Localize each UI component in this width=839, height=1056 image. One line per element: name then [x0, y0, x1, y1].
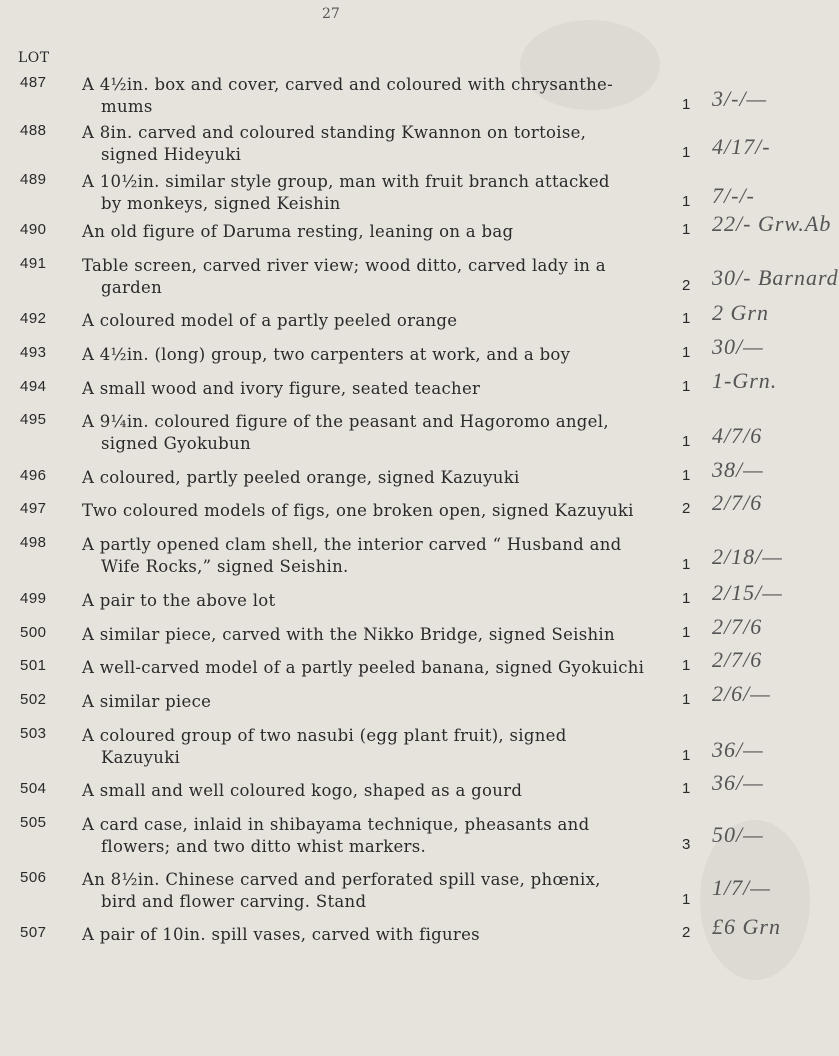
lot-description: A small wood and ivory figure, seated teacher — [82, 379, 481, 398]
lot-quantity: 1 — [682, 310, 691, 327]
lot-description: A pair of 10in. spill vases, carved with figures — [82, 925, 480, 944]
lot-description: A coloured group of two nasubi (egg plant fruit), signed Kazuyuki — [82, 726, 567, 767]
lot-quantity: 1 — [682, 556, 691, 573]
handwritten-price: 30/— — [712, 334, 764, 359]
lot-number: 502 — [20, 691, 47, 708]
handwritten-price: 36/— — [712, 770, 764, 795]
handwritten-price: 38/— — [712, 457, 764, 482]
handwritten-price: 1/7/— — [712, 875, 771, 900]
lot-column-header: LOT — [18, 50, 50, 66]
lot-quantity: 1 — [682, 221, 691, 238]
lot-description: A small and well coloured kogo, shaped as a gourd — [82, 781, 523, 800]
lot-description: A similar piece, carved with the Nikko Bridge, signed Seishin — [82, 625, 615, 644]
lot-number: 503 — [20, 725, 47, 742]
lot-number: 490 — [20, 221, 47, 238]
lot-number: 495 — [20, 411, 47, 428]
lot-quantity: 1 — [682, 344, 691, 361]
handwritten-price: 2/7/6 — [712, 647, 763, 672]
lot-description: Table screen, carved river view; wood ditto, carved lady in a garden — [82, 256, 606, 297]
lot-number: 487 — [20, 74, 47, 91]
page-number: 27 — [322, 6, 340, 22]
handwritten-price: 22/- Grw.Ab — [712, 211, 832, 236]
lot-quantity: 1 — [682, 657, 691, 674]
lot-description: An 8½in. Chinese carved and perforated spill vase, phœnix, bird and flower carving. Stand — [82, 870, 601, 911]
lot-number: 491 — [20, 255, 47, 272]
handwritten-price: 2/18/— — [712, 544, 783, 569]
lot-number: 489 — [20, 171, 47, 188]
lot-quantity: 1 — [682, 891, 691, 908]
handwritten-price: 2/7/6 — [712, 614, 763, 639]
lot-description: A well-carved model of a partly peeled banana, signed Gyokuichi — [82, 658, 645, 677]
lot-number: 500 — [20, 624, 47, 641]
handwritten-price: 2/7/6 — [712, 490, 763, 515]
lot-number: 494 — [20, 378, 47, 395]
lot-description: A 9¼in. coloured figure of the peasant and Hagoromo angel, signed Gyokubun — [82, 412, 609, 453]
lot-description: A 8in. carved and coloured standing Kwannon on tortoise, signed Hideyuki — [82, 123, 587, 164]
lot-number: 488 — [20, 122, 47, 139]
handwritten-price: 3/-/— — [712, 86, 768, 111]
lot-quantity: 1 — [682, 144, 691, 161]
lot-number: 506 — [20, 869, 47, 886]
handwritten-price: 4/17/- — [712, 134, 771, 159]
lot-number: 493 — [20, 344, 47, 361]
handwritten-price: £6 Grn — [712, 914, 781, 939]
handwritten-price: 2/6/— — [712, 681, 771, 706]
lot-description: A 4½in. (long) group, two carpenters at work, and a boy — [82, 345, 571, 364]
lot-description: A 4½in. box and cover, carved and coloured with chrysanthe- mums — [82, 75, 613, 116]
lot-quantity: 1 — [682, 691, 691, 708]
lot-number: 498 — [20, 534, 47, 551]
lot-number: 507 — [20, 924, 47, 941]
lot-quantity: 1 — [682, 624, 691, 641]
lot-description: A card case, inlaid in shibayama technique, pheasants and flowers; and two ditto whist markers. — [82, 815, 590, 856]
lot-quantity: 1 — [682, 780, 691, 797]
handwritten-price: 2 Grn — [712, 300, 769, 325]
lot-description: A 10½in. similar style group, man with fruit branch attacked by monkeys, signed Keishin — [82, 172, 610, 213]
lot-quantity: 2 — [682, 924, 691, 941]
lot-description: A pair to the above lot — [82, 591, 276, 610]
lot-quantity: 1 — [682, 590, 691, 607]
lot-number: 501 — [20, 657, 47, 674]
lot-number: 496 — [20, 467, 47, 484]
handwritten-price: 2/15/— — [712, 580, 783, 605]
lot-quantity: 1 — [682, 747, 691, 764]
lot-quantity: 3 — [682, 836, 691, 853]
lot-quantity: 1 — [682, 378, 691, 395]
lot-quantity: 2 — [682, 277, 691, 294]
lot-description: A coloured, partly peeled orange, signed Kazuyuki — [82, 468, 520, 487]
handwritten-price: 30/- Barnard — [712, 265, 839, 290]
lot-number: 497 — [20, 500, 47, 517]
lot-quantity: 1 — [682, 433, 691, 450]
lot-description: A coloured model of a partly peeled orange — [82, 311, 458, 330]
handwritten-price: 4/7/6 — [712, 423, 763, 448]
lot-description: A similar piece — [82, 692, 212, 711]
lot-number: 499 — [20, 590, 47, 607]
handwritten-price: 1-Grn. — [712, 368, 778, 393]
lot-description: A partly opened clam shell, the interior carved “ Husband and Wife Rocks,” signed Seishin. — [82, 535, 622, 576]
lot-quantity: 1 — [682, 193, 691, 210]
lot-description: Two coloured models of figs, one broken open, signed Kazuyuki — [82, 501, 634, 520]
lot-number: 504 — [20, 780, 47, 797]
lot-number: 492 — [20, 310, 47, 327]
lot-quantity: 1 — [682, 467, 691, 484]
lot-quantity: 2 — [682, 500, 691, 517]
lot-number: 505 — [20, 814, 47, 831]
lot-description: An old figure of Daruma resting, leaning on a bag — [82, 222, 514, 241]
handwritten-price: 50/— — [712, 822, 764, 847]
handwritten-price: 7/-/- — [712, 183, 755, 208]
handwritten-price: 36/— — [712, 737, 764, 762]
lot-quantity: 1 — [682, 96, 691, 113]
